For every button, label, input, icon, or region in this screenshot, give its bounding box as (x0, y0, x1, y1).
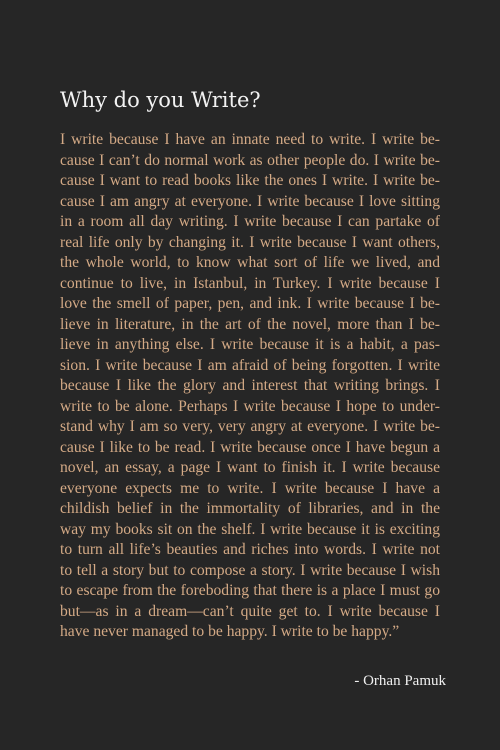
quote-line: but—as in a dream—can’t quite get to. I write because I (60, 602, 440, 620)
quote-line: way my books sit on the shelf. I write because it is exciting (60, 520, 440, 538)
quote-line: the whole world, to know what sort of life we lived, and (60, 254, 440, 271)
quote-line: novel, an essay, a page I want to finish it. I write because (60, 459, 440, 476)
quote-line: love the smell of paper, pen, and ink. I write because I be- (60, 295, 440, 312)
page-title: Why do you Write? (60, 88, 261, 112)
quote-line: lieve in anything else. I write because it is a habit, a pas- (60, 336, 440, 353)
quote-line: to turn all life’s beauties and riches into words. I write not (60, 541, 440, 558)
quote-line: sion. I write because I am afraid of being forgotten. I write (60, 356, 440, 374)
quote-line: cause I want to read books like the ones I write. I write be- (60, 172, 440, 189)
quote-line: everyone expects me to write. I write because I have a (60, 479, 440, 497)
quote-line: childish belief in the immortality of libraries, and in the (60, 500, 440, 517)
quote-line: I write because I have an innate need to write. I write be- (60, 131, 440, 148)
quote-line: continue to live, in Istanbul, in Turkey. I write because I (60, 274, 440, 292)
quote-body (60, 130, 440, 643)
quote-line: stand why I am so very, very angry at everyone. I write be- (60, 418, 440, 435)
quote-line: cause I am angry at everyone. I write because I love sitting (60, 192, 440, 210)
quote-line: because I like the glory and interest that writing brings. I (60, 377, 440, 394)
quote-line: to escape from the foreboding that there is a place I must go (60, 582, 440, 599)
quote-line: to tell a story but to compose a story. I write because I wish (60, 561, 440, 579)
quote-line: in a room all day writing. I write because I can partake of (60, 213, 440, 230)
quote-line: cause I like to be read. I write because once I have begun a (60, 438, 440, 456)
quote-line: lieve in literature, in the art of the novel, more than I be- (60, 315, 440, 333)
quote-line: write to be alone. Perhaps I write because I hope to under- (60, 397, 440, 415)
quote-author: - Orhan Pamuk (354, 673, 446, 689)
quote-line: have never managed to be happy. I write to be happy.” (60, 623, 400, 640)
quote-line: real life only by changing it. I write because I want others, (60, 233, 440, 251)
quote-line: cause I can’t do normal work as other people do. I write be- (60, 151, 440, 169)
